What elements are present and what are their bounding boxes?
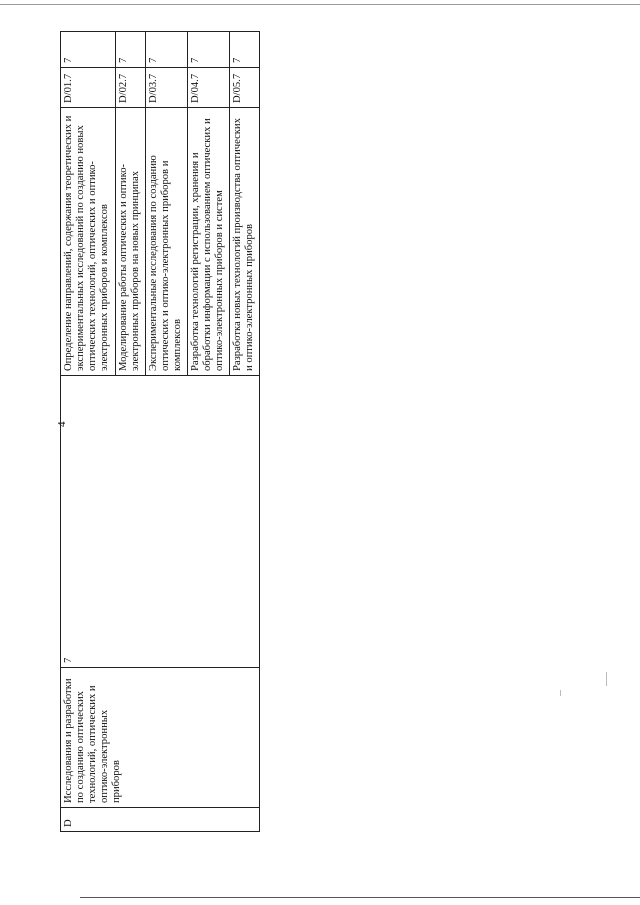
labor-function-name: Моделирование работы оптических и оптико-электронных приборов на новых принципах [115,108,145,376]
labor-function-code: D/03.7 [145,68,187,108]
labor-function-level: 7 [61,32,116,68]
labor-function-code: D/04.7 [187,68,229,108]
scan-speck [560,690,561,696]
generalized-function-level: 7 [61,376,260,668]
page-number: 4 [56,421,68,427]
labor-function-level: 7 [187,32,229,68]
labor-function-level: 7 [145,32,187,68]
labor-function-code: D/05.7 [230,68,260,108]
labor-function-name: Экспериментальные исследования по созданию оптических и оптико-электронных приборов и комплексов [145,108,187,376]
labor-functions-table [60,31,260,832]
labor-function-name: Определение направлений, содержания теоретических и экспериментальных исследований по созданию новых оптических технологий, оптических и оптико-электронных приборов и комплексов [61,108,116,376]
scan-edge-top [0,4,640,5]
table-row [61,32,116,832]
scan-speck [606,672,607,686]
scan-edge-bottom [80,897,640,898]
labor-function-name: Разработка технологий регистрации, хранения и обработки информации с использованием оптических и оптико-электронных приборов и систем [187,108,229,376]
rotated-table-wrapper [60,32,260,832]
labor-function-code: D/02.7 [115,68,145,108]
generalized-function-code: D [61,808,260,832]
labor-function-level: 7 [230,32,260,68]
labor-function-level: 7 [115,32,145,68]
generalized-function-name: Исследования и разработки по созданию оптических технологий, оптических и оптико-электронных приборов [61,668,260,808]
labor-function-code: D/01.7 [61,68,116,108]
labor-function-name: Разработка новых технологий производства оптических и оптико-электронных приборов [230,108,260,376]
